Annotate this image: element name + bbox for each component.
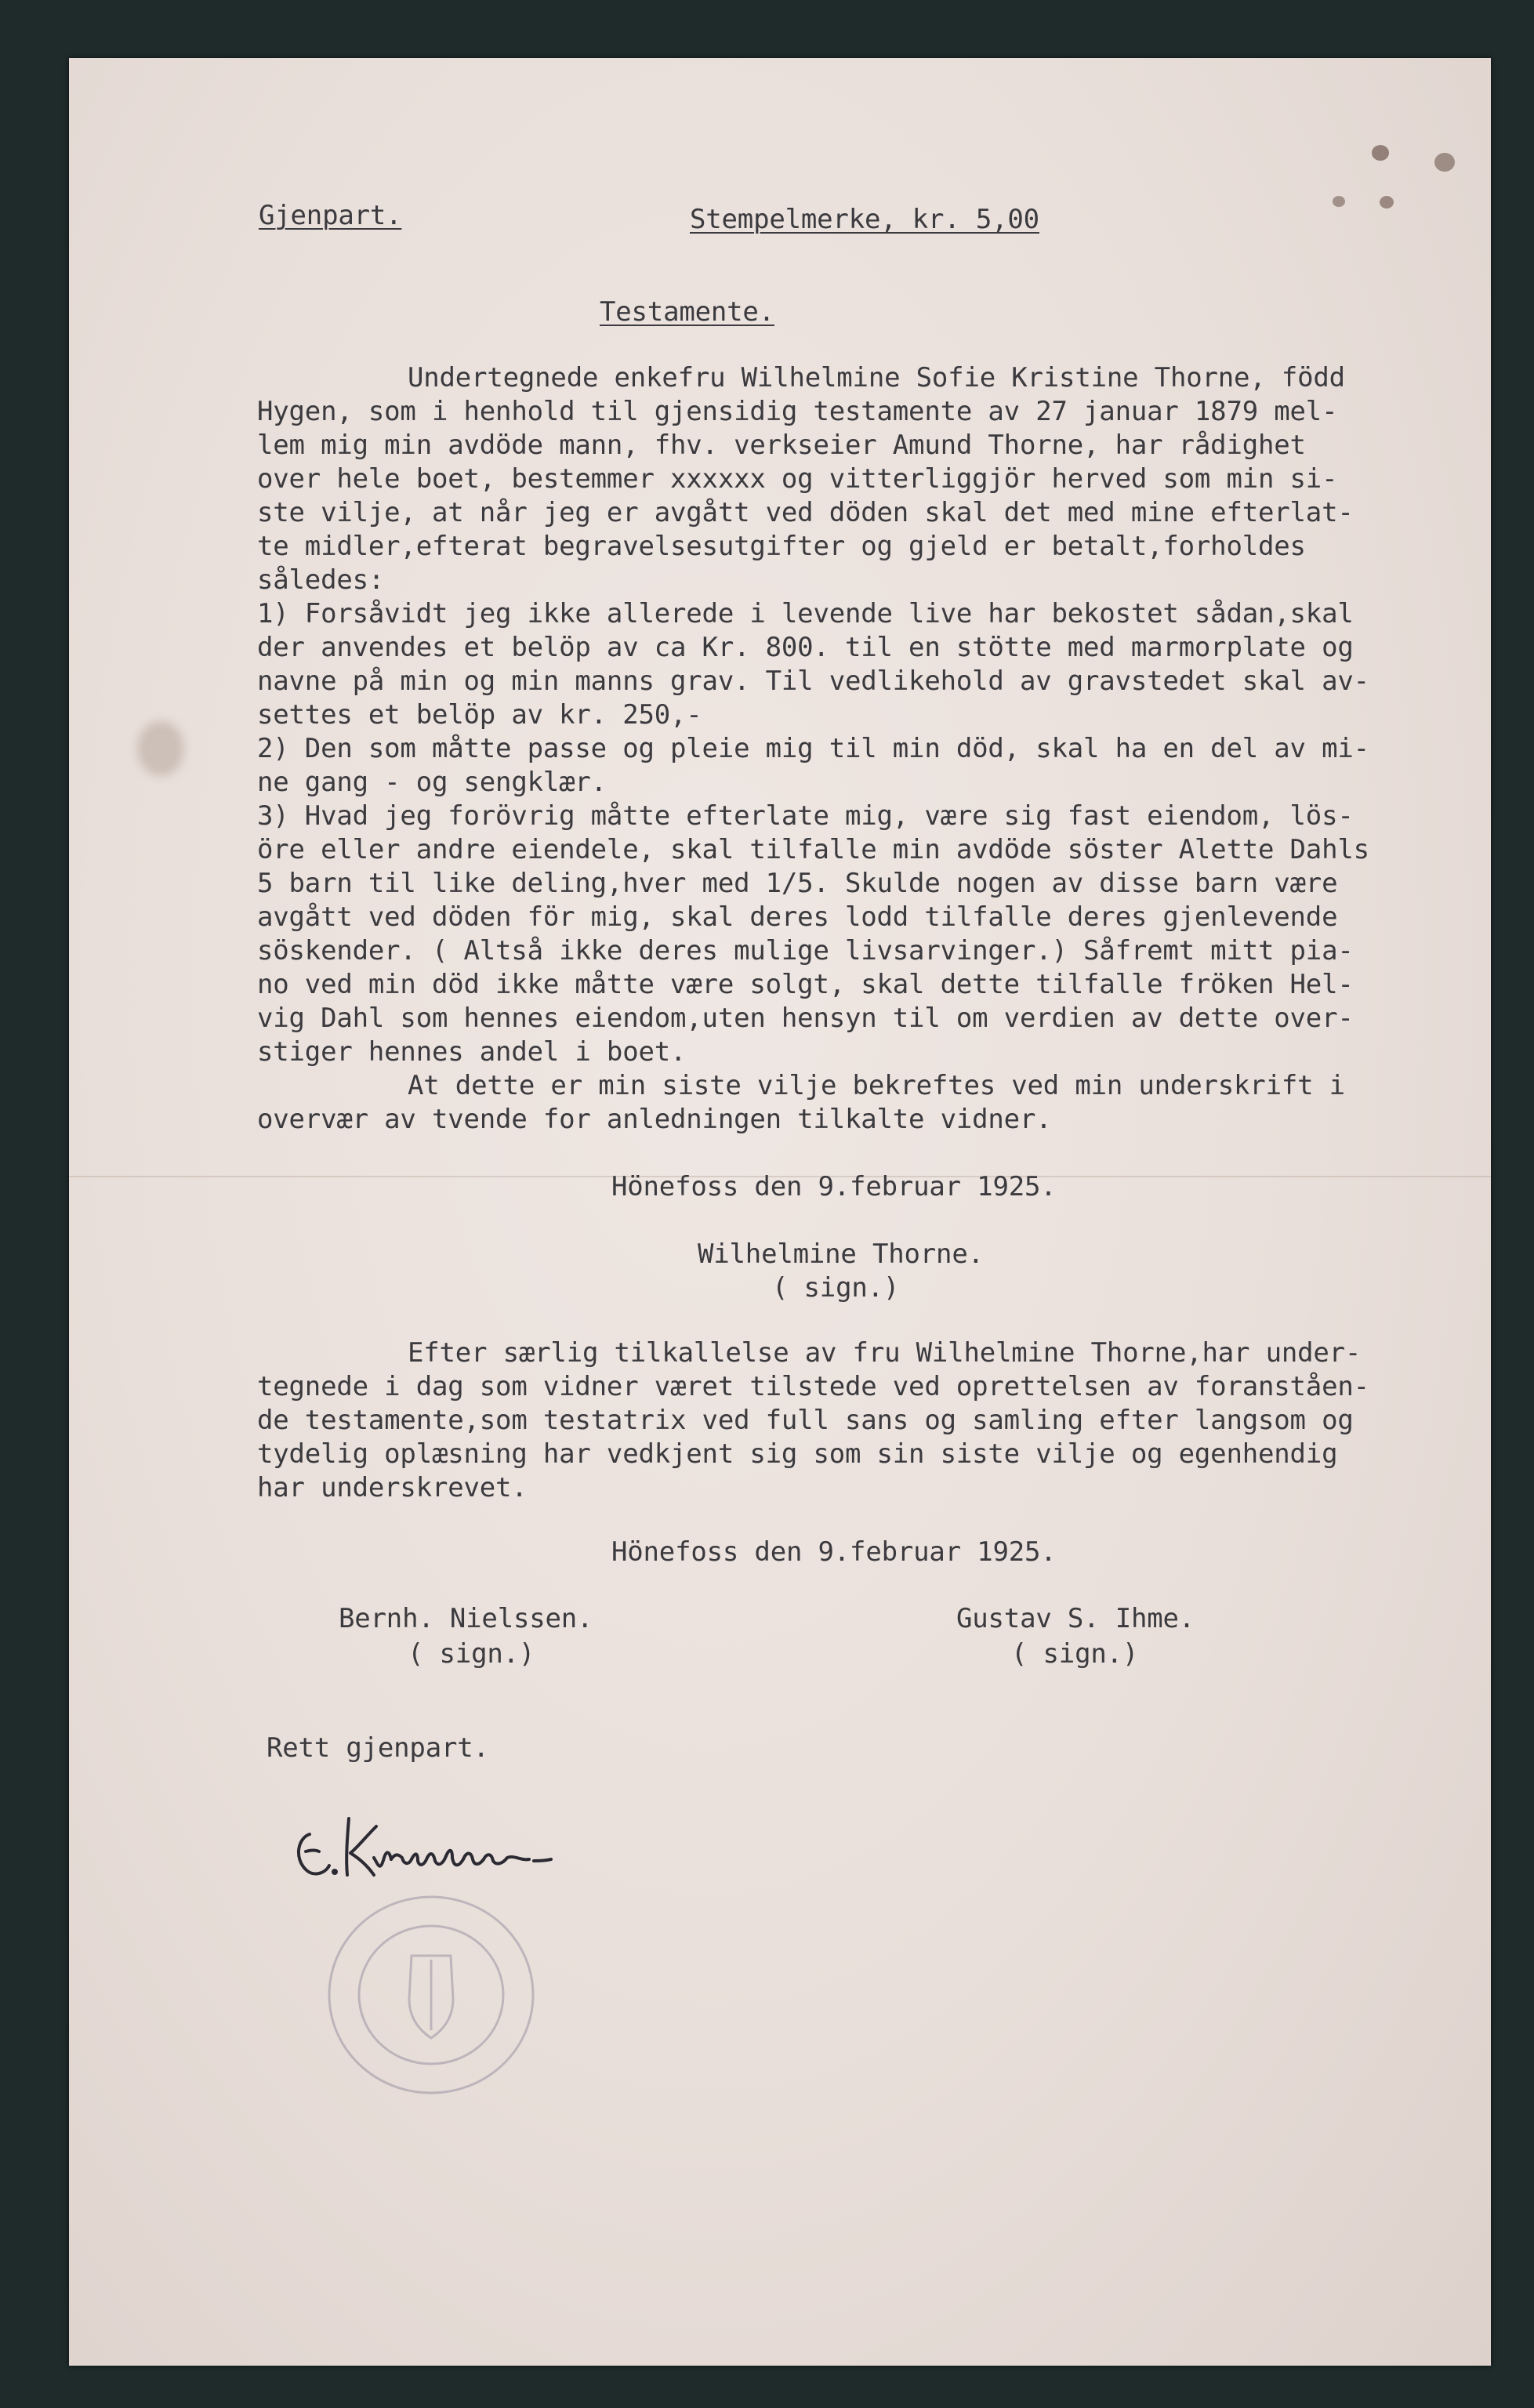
body-line: te midler,efterat begravelsesutgifter og gjeld er betalt,forholdes bbox=[257, 531, 1306, 562]
body-line: navne på min og min manns grav. Til vedlikehold av gravstedet skal av- bbox=[257, 665, 1369, 697]
paper-stain bbox=[1434, 153, 1455, 172]
paper-stain bbox=[1333, 196, 1345, 207]
handwritten-signature bbox=[286, 1803, 568, 1889]
body-line: over hele boet, bestemmer xxxxxx og vitterliggjör herved som min si- bbox=[257, 463, 1338, 495]
witness-line: har underskrevet. bbox=[257, 1472, 528, 1503]
body-line: no ved min död ikke måtte være solgt, skal dette tilfalle fröken Hel- bbox=[257, 969, 1354, 1000]
certification-label: Rett gjenpart. bbox=[267, 1732, 489, 1764]
header-copy-label: Gjenpart. bbox=[259, 200, 402, 231]
body-line: söskender. ( Altså ikke deres mulige livsarvinger.) Såfremt mitt pia- bbox=[257, 935, 1354, 966]
witness2-name: Gustav S. Ihme. bbox=[956, 1603, 1195, 1634]
body-line: At dette er min siste vilje bekreftes ved min underskrift i bbox=[408, 1070, 1345, 1101]
header-stamp-duty: Stempelmerke, kr. 5,00 bbox=[690, 204, 1039, 235]
body-line: avgått ved döden för mig, skal deres lodd tilfalle deres gjenlevende bbox=[257, 901, 1338, 933]
witness1-name: Bernh. Nielssen. bbox=[339, 1603, 593, 1634]
body-line: 1) Forsåvidt jeg ikke allerede i levende live har bekostet sådan,skal bbox=[257, 598, 1354, 629]
document-title: Testamente. bbox=[600, 296, 774, 328]
body-line: stiger hennes andel i boet. bbox=[257, 1036, 687, 1068]
testator-sign-mark: ( sign.) bbox=[772, 1272, 900, 1304]
paper-stain bbox=[1372, 145, 1389, 161]
body-line: vig Dahl som hennes eiendom,uten hensyn til om verdien av dette over- bbox=[257, 1003, 1354, 1034]
place-date: Hönefoss den 9.februar 1925. bbox=[611, 1171, 1057, 1202]
witness-line: Efter særlig tilkallelse av fru Wilhelmine Thorne,har under- bbox=[408, 1337, 1362, 1369]
body-line: 5 barn til like deling,hver med 1/5. Skulde nogen av disse barn være bbox=[257, 868, 1338, 899]
body-line: ne gang - og sengklær. bbox=[257, 767, 607, 798]
body-line: ste vilje, at når jeg er avgått ved döden skal det med mine efterlat- bbox=[257, 497, 1354, 528]
body-line: overvær av tvende for anledningen tilkalte vidner. bbox=[257, 1104, 1052, 1135]
witness-line: tegnede i dag som vidner været tilstede ved oprettelsen av foranståen- bbox=[257, 1371, 1369, 1402]
place-date: Hönefoss den 9.februar 1925. bbox=[611, 1536, 1057, 1568]
body-line: settes et belöp av kr. 250,- bbox=[257, 699, 702, 731]
body-line: der anvendes et belöp av ca Kr. 800. til en stötte med marmorplate og bbox=[257, 632, 1354, 663]
body-line: 3) Hvad jeg forövrig måtte efterlate mig, være sig fast eiendom, lös- bbox=[257, 800, 1354, 832]
paper-stain bbox=[137, 721, 184, 776]
paper-stain bbox=[1380, 196, 1394, 209]
body-line: lem mig min avdöde mann, fhv. verkseier Amund Thorne, har rådighet bbox=[257, 430, 1306, 461]
witness2-sign-mark: ( sign.) bbox=[1011, 1638, 1139, 1670]
witness-line: tydelig oplæsning har vedkjent sig som sin siste vilje og egenhendig bbox=[257, 1438, 1338, 1470]
body-line: 2) Den som måtte passe og pleie mig til min död, skal ha en del av mi- bbox=[257, 733, 1369, 764]
body-line: Hygen, som i henhold til gjensidig testamente av 27 januar 1879 mel- bbox=[257, 396, 1338, 427]
body-line: Undertegnede enkefru Wilhelmine Sofie Kristine Thorne, född bbox=[408, 362, 1345, 393]
official-stamp bbox=[314, 1881, 549, 2109]
testator-name: Wilhelmine Thorne. bbox=[698, 1238, 984, 1270]
body-line: öre eller andre eiendele, skal tilfalle min avdöde söster Alette Dahls bbox=[257, 834, 1369, 865]
witness-line: de testamente,som testatrix ved full sans og samling efter langsom og bbox=[257, 1405, 1354, 1436]
witness1-sign-mark: ( sign.) bbox=[408, 1638, 535, 1670]
body-line: således: bbox=[257, 564, 385, 596]
